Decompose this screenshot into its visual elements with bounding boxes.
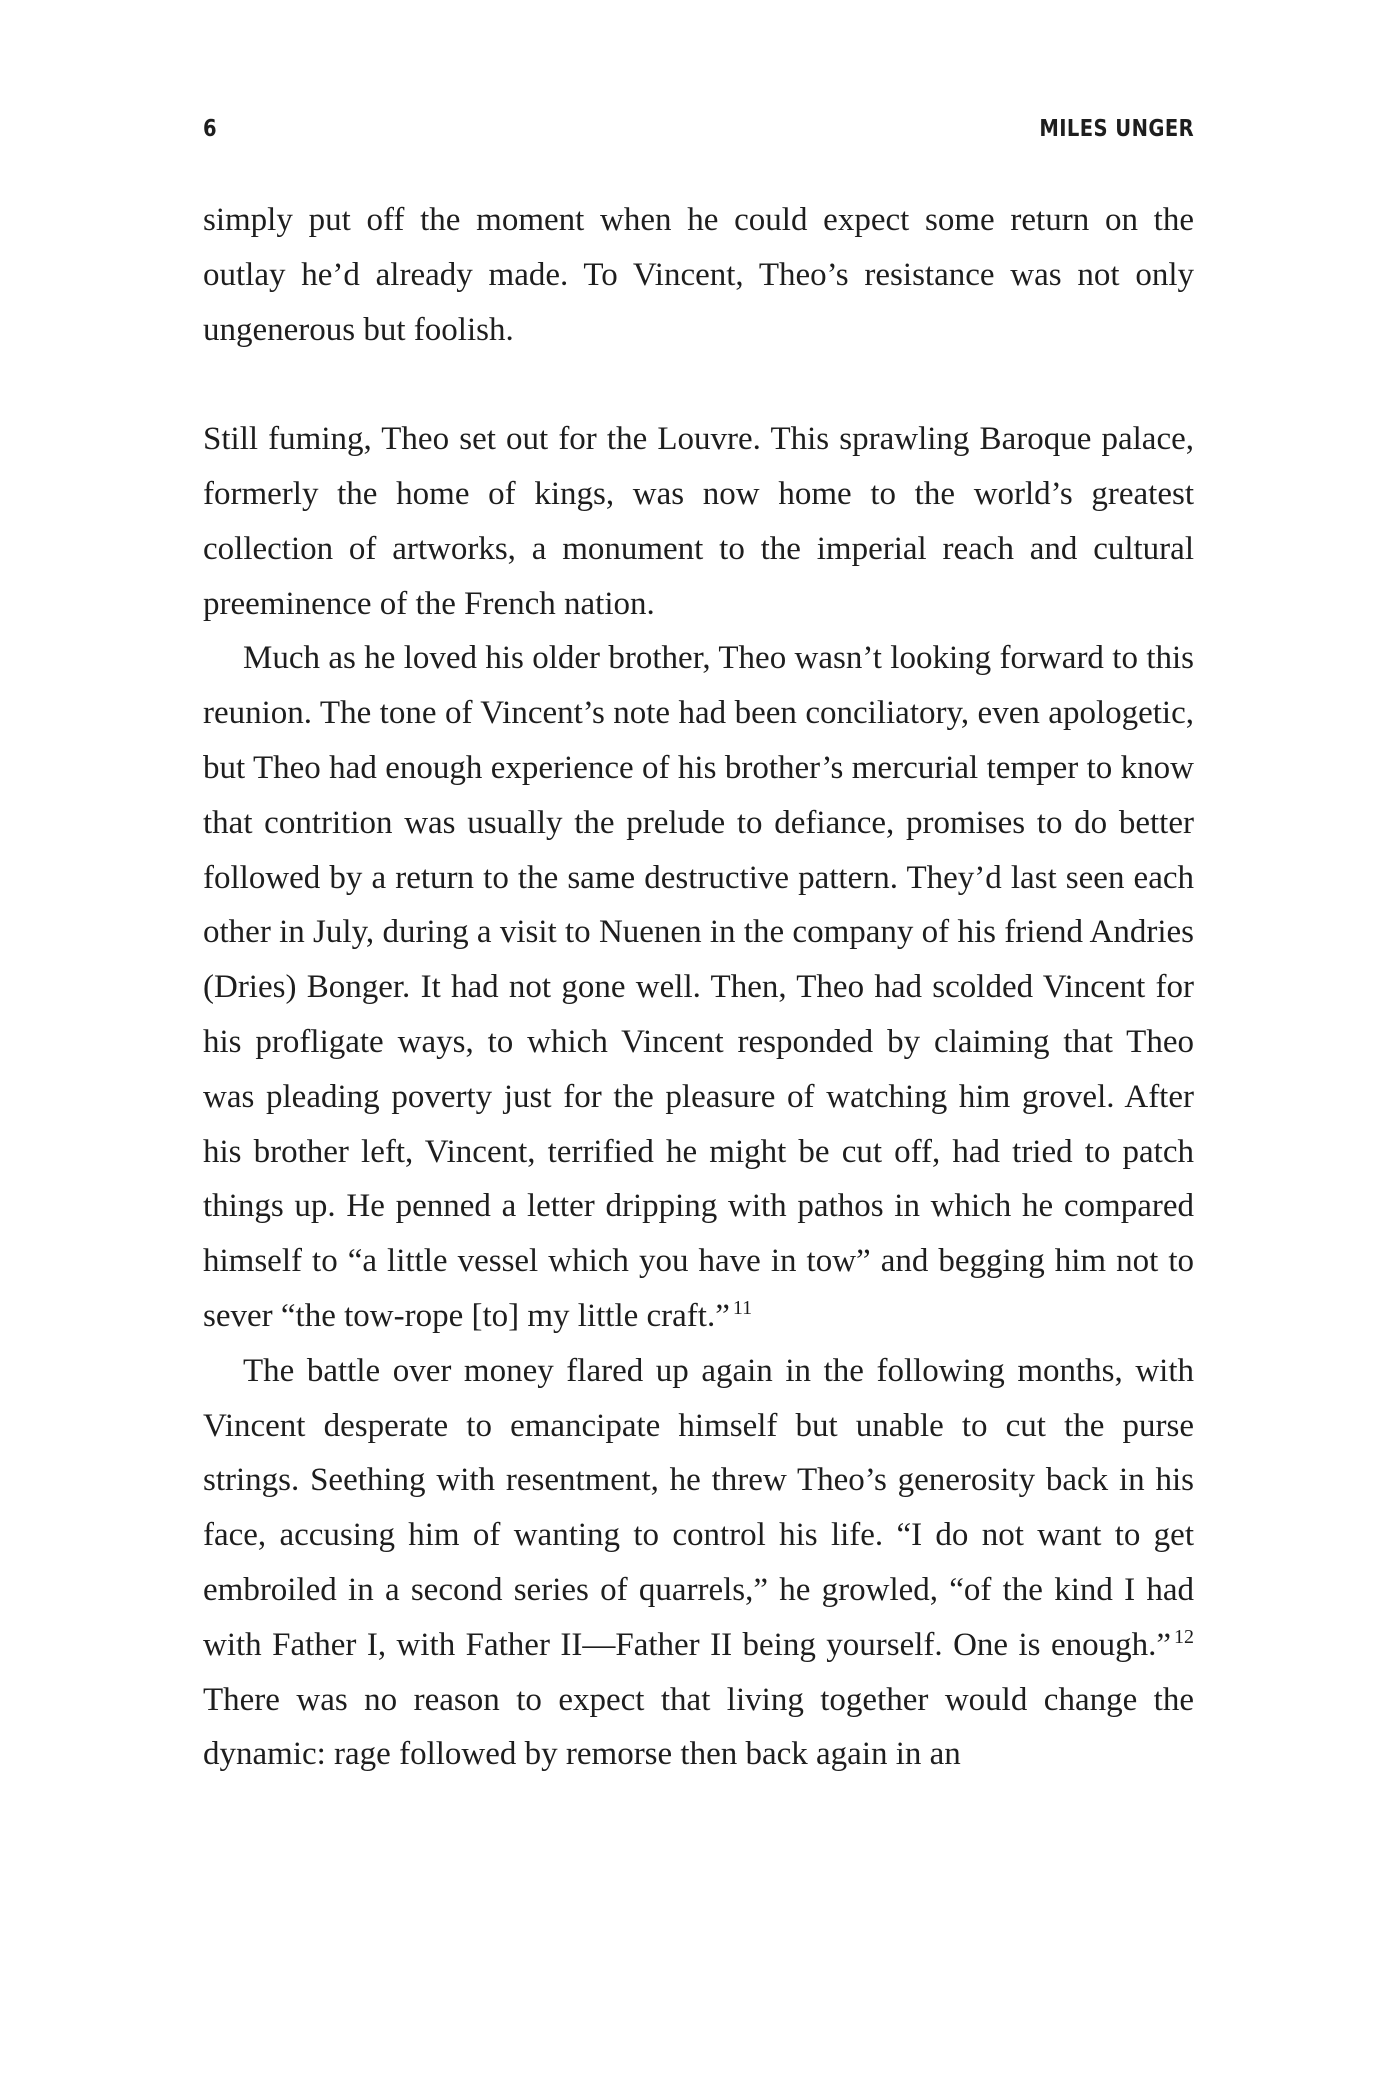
running-head-author: MILES UNGER xyxy=(1039,116,1194,142)
paragraph-text: The battle over money flared up again in the following months, with Vincent desperate to emancipate himself but unable to cut the purse strings. Seething with resentment, he threw Theo’s generosity back in his face, accusing him of wanting to control his life. “I do not want to get embroiled in a second series of quarrels,” he growled, “of the kind I had with Father I, with Father II—Father II being yourself. One is enough.” xyxy=(203,1352,1194,1663)
paragraph xyxy=(203,412,1194,631)
running-head xyxy=(203,116,1194,156)
paragraph-text: simply put off the moment when he could expect some return on the outlay he’d already made. To Vincent, Theo’s resistance was not only ungenerous but foolish. xyxy=(203,202,1194,348)
footnote-marker: 11 xyxy=(732,1296,753,1319)
paragraph-text: Much as he loved his older brother, Theo wasn’t looking forward to this reunion. The tone of Vincent’s note had been conciliatory, even apologetic, but Theo had enough experience of his brother’s mercurial temper to know that contrition was usually the prelude to defiance, promises to do better followed by a return to the same destructive pattern. They’d last seen each other in July, during a visit to Nuenen in the company of his friend Andries (Dries) Bonger. It had not gone well. Then, Theo had scolded Vincent for his profligate ways, to which Vincent responded by claiming that Theo was pleading poverty just for the pleasure of watching him grovel. After his brother left, Vincent, terrified he might be cut off, had tried to patch things up. He penned a letter dripping with pathos in which he compared himself to “a little vessel which you have in tow” and begging him not to sever “the tow-rope [to] my little craft.” xyxy=(203,640,1194,1334)
paragraph xyxy=(203,1344,1194,1782)
paragraph xyxy=(203,193,1194,357)
paragraph xyxy=(203,631,1194,1343)
page-number: 6 xyxy=(203,116,218,142)
paragraph-text: Still fuming, Theo set out for the Louvre. This sprawling Baroque palace, formerly the home of kings, was now home to the world’s greatest collection of artworks, a monument to the imperial reach and cultural preeminence of the French nation. xyxy=(203,421,1194,622)
body-text xyxy=(203,193,1194,1782)
paragraph-text: There was no reason to expect that living together would change the dynamic: rage followed by remorse then back again in an xyxy=(203,1681,1194,1773)
footnote-marker: 12 xyxy=(1174,1625,1194,1648)
